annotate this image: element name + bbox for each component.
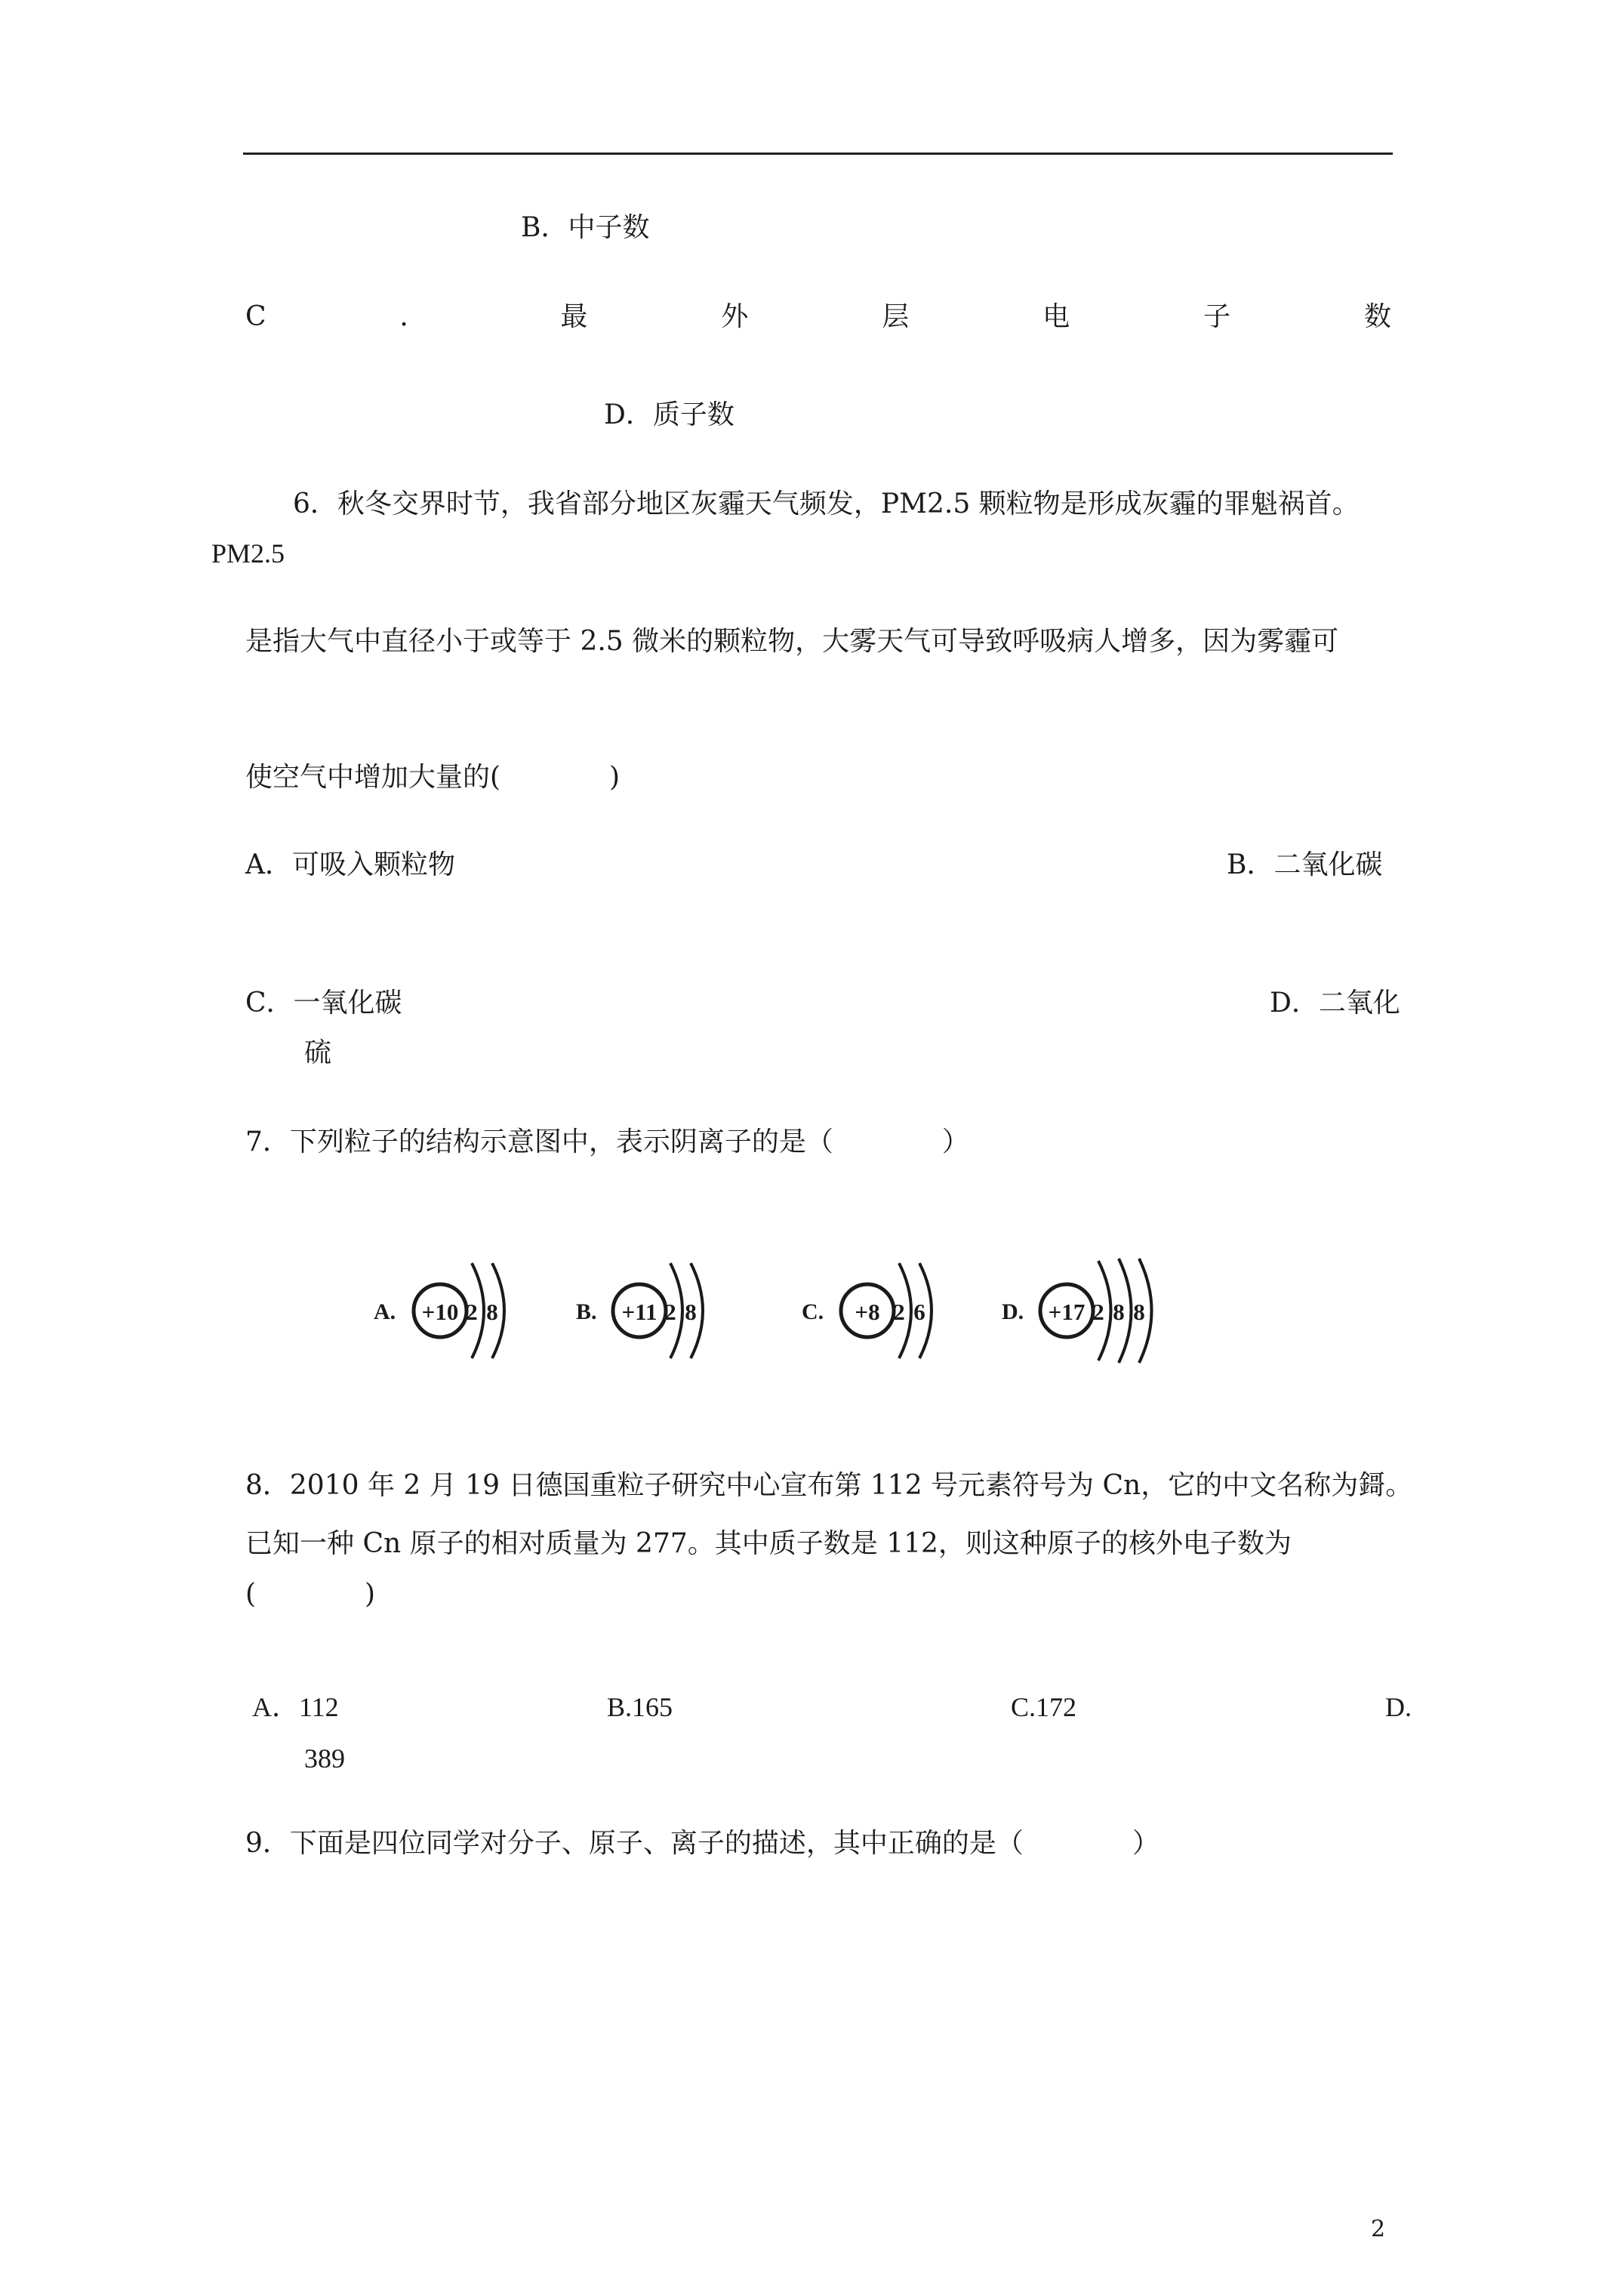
q5-option-c [245, 300, 1391, 334]
q5-option-c-char: 层 [882, 301, 910, 332]
q6-option-c: C．一氧化碳 [245, 988, 402, 1019]
diagram-b-shell-count: 8 [685, 1299, 697, 1325]
q8-option-c: C.172 [1011, 1692, 1077, 1722]
q5-option-c-char: C [245, 301, 266, 332]
atomic-structure-diagrams [374, 1250, 1189, 1378]
q6-stem-line2: PM2.5 [211, 538, 285, 569]
diagram-c [802, 1263, 932, 1358]
diagram-d-shell-count: 8 [1133, 1299, 1145, 1325]
q6-stem-line4: 使空气中增加大量的( ) [245, 762, 621, 793]
q5-option-c-char: ． [399, 301, 427, 332]
diagram-c-shell-count: 2 [893, 1299, 905, 1325]
q7-stem: 7．下列粒子的结构示意图中，表示阴离子的是（ ） [245, 1126, 969, 1157]
q8-stem-line3: ( ) [245, 1579, 376, 1610]
q8-stem-line1: 8．2010 年 2 月 19 日德国重粒子研究中心宣布第 112 号元素符号为 Cn，它的中文名称为鎶。 [245, 1470, 1413, 1501]
q9-stem: 9．下面是四位同学对分子、原子、离子的描述，其中正确的是（ ） [245, 1828, 1160, 1859]
q5-option-d: D．质子数 [604, 399, 735, 430]
q8-option-a: A．112 [252, 1692, 339, 1722]
diagram-d-shell-count: 2 [1092, 1299, 1104, 1325]
diagram-a-shell-count: 2 [466, 1299, 478, 1325]
diagram-d-nucleus-charge: +17 [1048, 1299, 1086, 1325]
q8-option-b: B.165 [607, 1692, 673, 1722]
q6-stem-line1: 6．秋冬交界时节，我省部分地区灰霾天气频发，PM2.5 颗粒物是形成灰霾的罪魁祸首。 [293, 488, 1360, 519]
diagram-b-label: B. [576, 1299, 597, 1324]
q8-option-d-wrap: 389 [304, 1743, 345, 1774]
diagram-a-shell-count: 8 [486, 1299, 498, 1325]
diagram-d [1002, 1259, 1152, 1363]
q6-option-d-wrap: 硫 [304, 1037, 332, 1068]
diagram-c-shell-count: 6 [913, 1299, 925, 1325]
q5-option-b: B．中子数 [521, 212, 650, 243]
q5-option-c-char: 最 [560, 301, 588, 332]
diagram-c-nucleus-charge: +8 [855, 1299, 880, 1325]
header-rule [243, 153, 1393, 155]
diagram-b [576, 1263, 703, 1358]
diagram-a-nucleus-charge: +10 [421, 1299, 459, 1325]
q8-stem-line2: 已知一种 Cn 原子的相对质量为 277。其中质子数是 112，则这种原子的核外电子数为 [245, 1528, 1292, 1559]
diagram-c-label: C. [802, 1299, 824, 1324]
diagram-a-label: A. [374, 1299, 396, 1324]
q5-option-c-char: 电 [1042, 301, 1070, 332]
q6-option-d: D．二氧化 [1270, 988, 1400, 1019]
diagram-d-shell-count: 8 [1113, 1299, 1125, 1325]
q5-option-c-char: 外 [721, 301, 749, 332]
diagram-b-nucleus-charge: +11 [621, 1299, 658, 1325]
diagram-d-label: D. [1002, 1299, 1024, 1324]
page-number: 2 [1371, 2216, 1386, 2242]
q6-stem-line3: 是指大气中直径小于或等于 2.5 微米的颗粒物，大雾天气可导致呼吸病人增多，因为雾霾可 [245, 626, 1339, 657]
q5-option-c-char: 子 [1203, 301, 1231, 332]
q8-option-d: D. [1385, 1692, 1412, 1722]
diagram-a [374, 1263, 504, 1358]
q6-option-b: B．二氧化碳 [1227, 849, 1383, 880]
diagram-b-shell-count: 2 [664, 1299, 676, 1325]
q5-option-c-char: 数 [1363, 301, 1391, 332]
q6-option-a: A．可吸入颗粒物 [245, 849, 455, 880]
